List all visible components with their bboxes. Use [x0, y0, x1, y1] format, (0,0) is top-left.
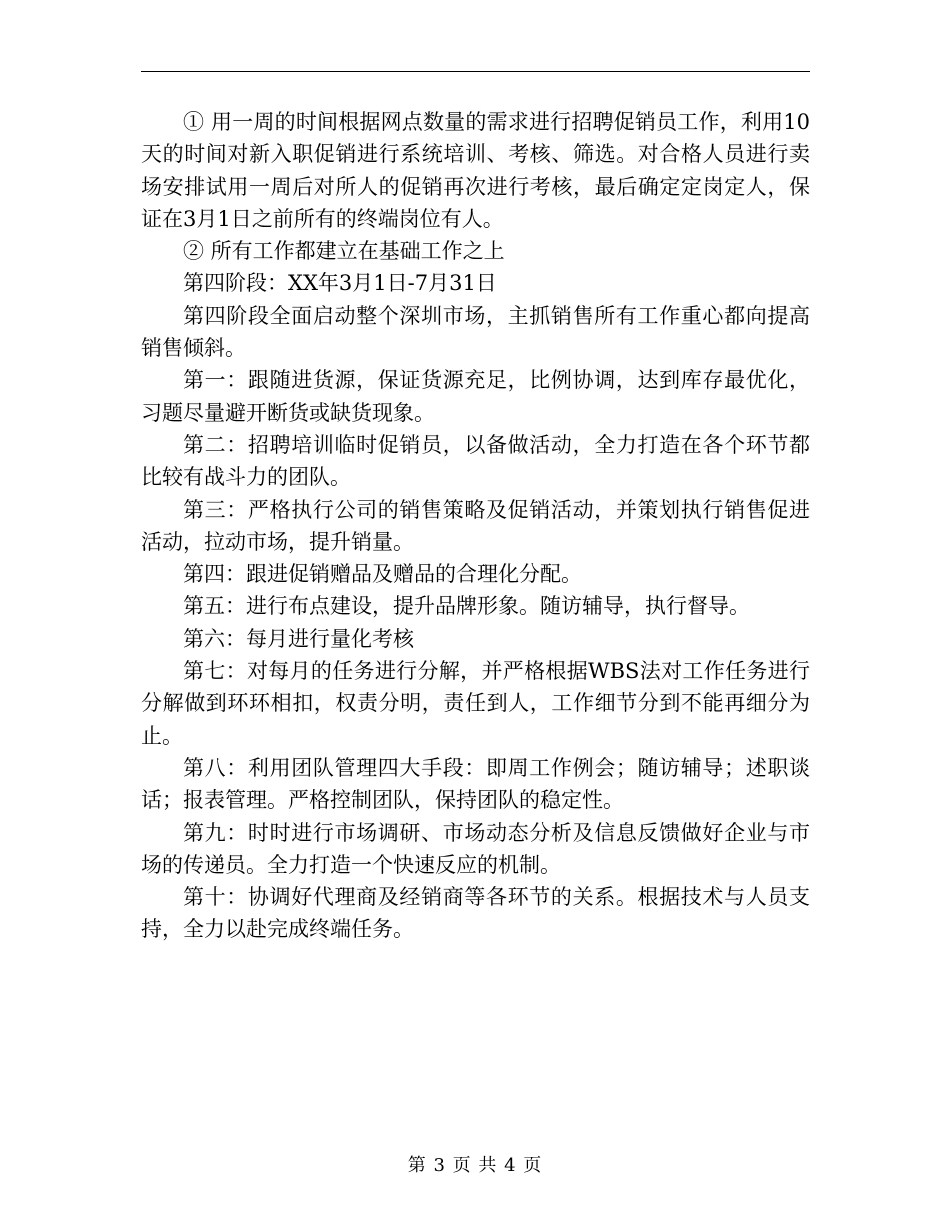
paragraph-foundation-work: ② 所有工作都建立在基础工作之上	[183, 239, 505, 264]
paragraph-phase-four-summary: 第四阶段全面启动整个深圳市场，主抓销售所有工作重心都向提高销售倾斜。	[141, 303, 810, 361]
paragraph-item-2: 第二：招聘培训临时促销员，以备做活动，全力打造在各个环节都比较有战斗力的团队。	[141, 432, 810, 490]
paragraph-phase-four-heading: 第四阶段：XX年3月1日-7月31日	[183, 271, 497, 296]
paragraph-item-3: 第三：严格执行公司的销售策略及促销活动，并策划执行销售促进活动，拉动市场，提升销量。	[141, 497, 810, 554]
paragraph-item-4: 第四：跟进促销赠品及赠品的合理化分配。	[183, 562, 582, 587]
paragraph-item-9: 第九：时时进行市场调研、市场动态分析及信息反馈做好企业与市场的传递员。全力打造一个快速反应的机制。	[141, 820, 810, 877]
paragraph-item-10: 第十：协调好代理商及经销商等各环节的关系。根据技术与人员支持，全力以赴完成终端任务。	[141, 885, 810, 942]
page-footer: 第 3 页 共 4 页	[407, 1155, 543, 1176]
paragraph-item-1: 第一：跟随进货源，保证货源充足，比例协调，达到库存最优化，习题尽量避开断货或缺货现象。	[141, 368, 810, 425]
paragraph-recruitment-plan: ① 用一周的时间根据网点数量的需求进行招聘促销员工作，利用10天的时间对新入职促销进行系统培训、考核、筛选。对合格人员进行卖场安排试用一周后对所人的促销再次进行考核，最后确定定岗定人，保证在3月1日之前所有的终端岗位有人。	[141, 110, 810, 231]
paragraph-item-8: 第八：利用团队管理四大手段：即周工作例会；随访辅导；述职谈话；报表管理。严格控制团队，保持团队的稳定性。	[141, 755, 810, 813]
document-body	[141, 106, 810, 946]
header-rule	[141, 71, 810, 72]
paragraph-item-5: 第五：进行布点建设，提升品牌形象。随访辅导，执行督导。	[183, 594, 750, 619]
paragraph-item-6: 第六：每月进行量化考核	[183, 626, 414, 651]
paragraph-item-7: 第七：对每月的任务进行分解，并严格根据WBS法对工作任务进行分解做到环环相扣，权责分明，责任到人，工作细节分到不能再细分为止。	[141, 659, 810, 748]
